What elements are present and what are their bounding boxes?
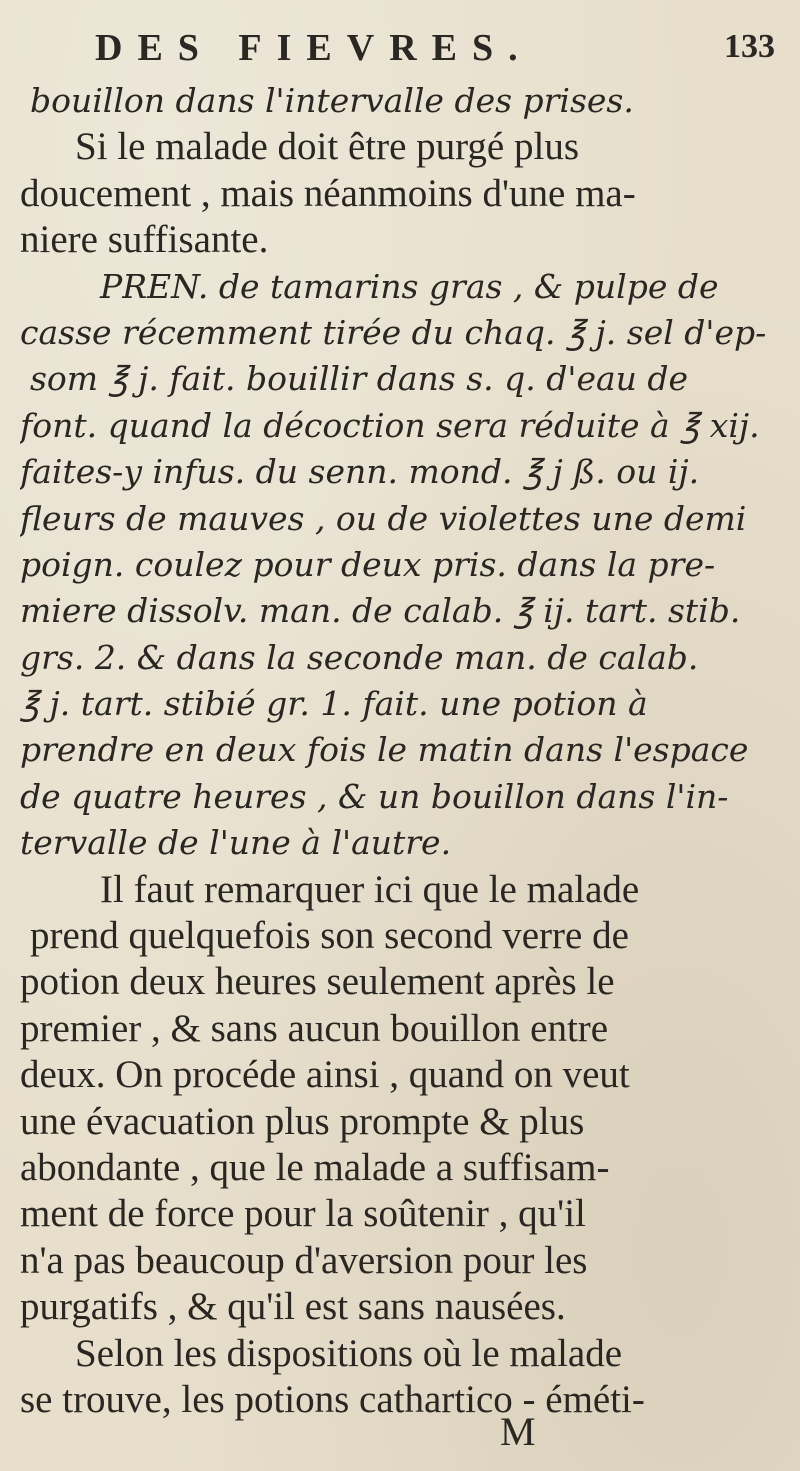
text-line: poign. coulez pour deux pris. dans la pre- xyxy=(20,544,716,584)
text-line: som ℥ j. fait. bouillir dans s. q. d'eau de xyxy=(30,359,689,399)
text-line: grs. 2. & dans la seconde man. de calab. xyxy=(20,637,699,677)
text-line: casse récemment tirée du chaq. ℥ j. sel d'ep- xyxy=(20,312,767,352)
text-line: Il faut remarquer ici que le malade xyxy=(100,867,640,911)
text-line: se trouve, les potions cathartico - éméti- xyxy=(20,1377,645,1421)
text-line: faites-y infus. du senn. mond. ℥ j ß. ou ij. xyxy=(20,452,700,492)
running-head: DES FIEVRES. xyxy=(95,27,533,69)
text-line: bouillon dans l'intervalle des prises. xyxy=(30,81,634,120)
text-line: ℥ j. tart. stibié gr. 1. fait. une potion à xyxy=(20,684,648,724)
text-line: miere dissolv. man. de calab. ℥ ij. tart. stib. xyxy=(20,591,741,631)
text-line: Si le malade doit être purgé plus xyxy=(75,125,579,169)
text-line: doucement , mais néanmoins d'une ma- xyxy=(20,171,636,215)
signature-mark: M xyxy=(500,1409,536,1454)
page-header xyxy=(95,18,775,78)
text-line: potion deux heures seulement après le xyxy=(20,960,615,1004)
text-line: prend quelquefois son second verre de xyxy=(30,914,629,958)
text-line: premier , & sans aucun bouillon entre xyxy=(20,1006,609,1050)
text-line: niere suffisante. xyxy=(20,218,269,262)
text-line: une évacuation plus prompte & plus xyxy=(20,1099,585,1143)
text-line: font. quand la décoction sera réduite à ℥ xij. xyxy=(20,405,760,445)
body-text xyxy=(20,78,780,1423)
page-number: 133 xyxy=(724,28,775,65)
text-line: n'a pas beaucoup d'aversion pour les xyxy=(20,1238,588,1282)
text-line: ment de force pour la soûtenir , qu'il xyxy=(20,1192,586,1236)
text-line: tervalle de l'une à l'autre. xyxy=(20,823,452,863)
text-line: abondante , que le malade a suffisam- xyxy=(20,1145,610,1189)
text-line: PREN. de tamarins gras , & pulpe de xyxy=(100,266,719,306)
text-line: de quatre heures , & un bouillon dans l'in- xyxy=(20,776,729,816)
text-line: Selon les dispositions où le malade xyxy=(75,1331,623,1375)
text-line: prendre en deux fois le matin dans l'espace xyxy=(20,730,749,770)
text-line: purgatifs , & qu'il est sans nausées. xyxy=(20,1285,566,1329)
text-line: fleurs de mauves , ou de violettes une demi xyxy=(20,498,747,538)
text-line: deux. On procéde ainsi , quand on veut xyxy=(20,1053,630,1097)
